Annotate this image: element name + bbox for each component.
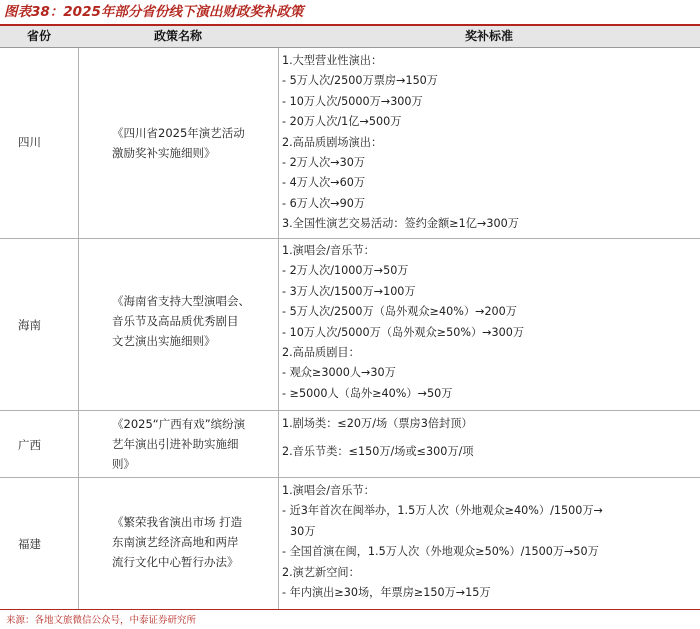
standard-cell: 1.演唱会/音乐节： - 近3年首次在闽举办，1.5万人次（外地观众≥40%）/1500万→ 30万 - 全国首演在闽，1.5万人次（外地观众≥50%）/1500万→50万 2.演艺新空间： - 年内演出≥30场，年票房≥150万→15万: [282, 484, 603, 599]
header-standard: 奖补标准: [464, 29, 513, 43]
figure-title: 图表38：2025年部分省份线下演出财政奖补政策: [4, 4, 304, 20]
policy-cell: 《海南省支持大型演唱会、 音乐节及高品质优秀剧目 文艺演出实施细则》: [112, 294, 250, 348]
policy-cell: 《2025“广西有戏”缤纷演 艺年演出引进补助实施细 则》: [112, 417, 246, 471]
table-row: [0, 411, 700, 478]
standard-cell: 1.剧场类：≤20万/场（票房3倍封顶） 2.音乐节类：≤150万/场或≤300万/项: [282, 417, 474, 459]
bottom-rule: [0, 609, 700, 610]
policy-cell: 《繁荣我省演出市场 打造 东南演艺经济高地和两岸 流行文化中心暂行办法》: [112, 515, 243, 569]
policy-cell: 《四川省2025年演艺活动 激励奖补实施细则》: [112, 126, 245, 160]
province-cell: 广西: [18, 438, 41, 452]
column-divider: [78, 48, 79, 609]
province-cell: 四川: [18, 135, 41, 149]
table-header: [0, 26, 700, 48]
table-row: [0, 239, 700, 411]
standard-cell: 1.演唱会/音乐节： - 2万人次/1000万→50万 - 3万人次/1500万→100万 - 5万人次/2500万（岛外观众≥40%）→200万 - 10万人次/5000万（岛外观众≥50%）→300万 2.高品质剧目： - 观众≥3000人→30万 - ≥5000人（岛外≥40%）→50万: [282, 244, 525, 400]
header-province: 省份: [26, 29, 51, 43]
standard-cell: 1.大型营业性演出： - 5万人次/2500万票房→150万 - 10万人次/5000万→300万 - 20万人次/1亿→500万 2.高品质剧场演出： - 2万人次→30万 - 4万人次→60万 - 6万人次→90万 3.全国性演艺交易活动：签约金额≥1亿→300万: [282, 54, 519, 231]
column-divider: [278, 48, 279, 609]
province-cell: 福建: [18, 537, 41, 551]
table-row: [0, 478, 700, 608]
table-row: [0, 48, 700, 239]
source-note: 来源：各地文旅微信公众号，中泰证券研究所: [6, 615, 197, 626]
header-policy: 政策名称: [153, 29, 202, 43]
province-cell: 海南: [18, 318, 41, 332]
